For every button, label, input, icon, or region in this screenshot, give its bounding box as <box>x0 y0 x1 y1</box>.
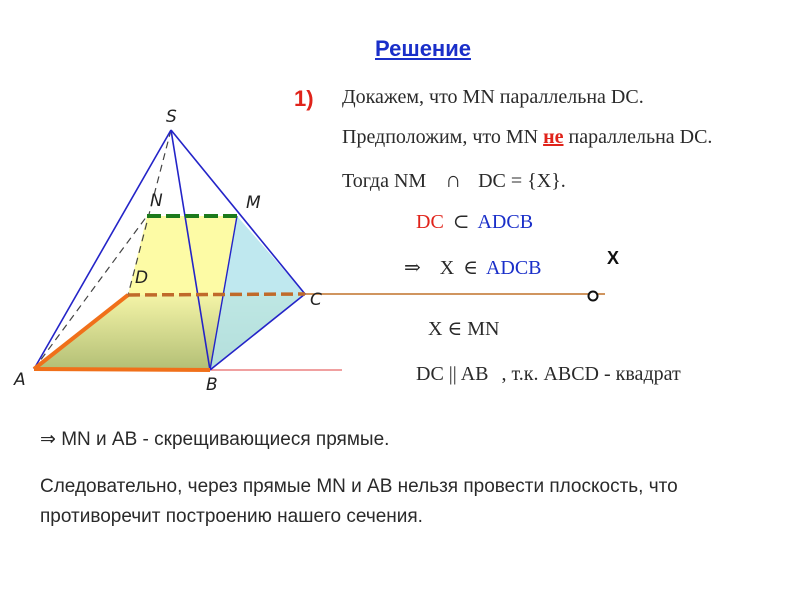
label-d: D <box>135 268 149 288</box>
label-b: B <box>206 375 218 395</box>
segment-a-b <box>34 369 210 370</box>
line-4-plane: ADCB <box>477 211 534 233</box>
line-3 <box>342 167 566 193</box>
line-2-b: параллельна DC. <box>563 126 713 148</box>
point-x <box>589 292 598 301</box>
label-s: S <box>166 107 177 127</box>
line-4 <box>416 209 533 234</box>
line-2-a: Предположим, что MN <box>342 126 544 148</box>
implies-arrow: ⇒ <box>404 257 421 279</box>
line-5 <box>404 255 542 280</box>
step-number: 1) <box>294 86 314 111</box>
label-n: N <box>150 191 163 211</box>
subset-symbol: ⊂ <box>452 211 470 233</box>
label-a: A <box>14 370 26 390</box>
element-symbol: ∈ <box>463 257 479 279</box>
line-2 <box>342 126 712 149</box>
conclusion-line-3: противоречит построению нашего сечения. <box>40 506 423 527</box>
line-1: Докажем, что MN параллельна DC. <box>342 86 644 108</box>
line-3-a: Тогда NM <box>342 170 427 192</box>
line-5-x: X <box>439 257 455 279</box>
page-title: Решение <box>375 36 471 61</box>
line-7 <box>416 363 681 386</box>
conclusion-line-1: ⇒ MN и AB - скрещивающиеся прямые. <box>40 429 390 450</box>
label-m: M <box>246 193 261 213</box>
label-c: C <box>310 290 322 310</box>
line-6: X ∈ MN <box>428 318 500 340</box>
line-7-a: DC || AB <box>416 363 489 385</box>
line-3-b: DC = {X}. <box>478 170 566 192</box>
label-x: X <box>607 248 620 268</box>
line-4-dc: DC <box>416 211 444 233</box>
line-5-plane: ADCB <box>485 257 542 279</box>
intersection-symbol: ∩ <box>445 167 462 192</box>
conclusion-line-2: Следовательно, через прямые MN и AB нельзя провести плоскость, что <box>40 476 678 497</box>
line-7-b: , т.к. ABCD - квадрат <box>501 363 681 385</box>
line-2-negation: не <box>543 126 564 148</box>
